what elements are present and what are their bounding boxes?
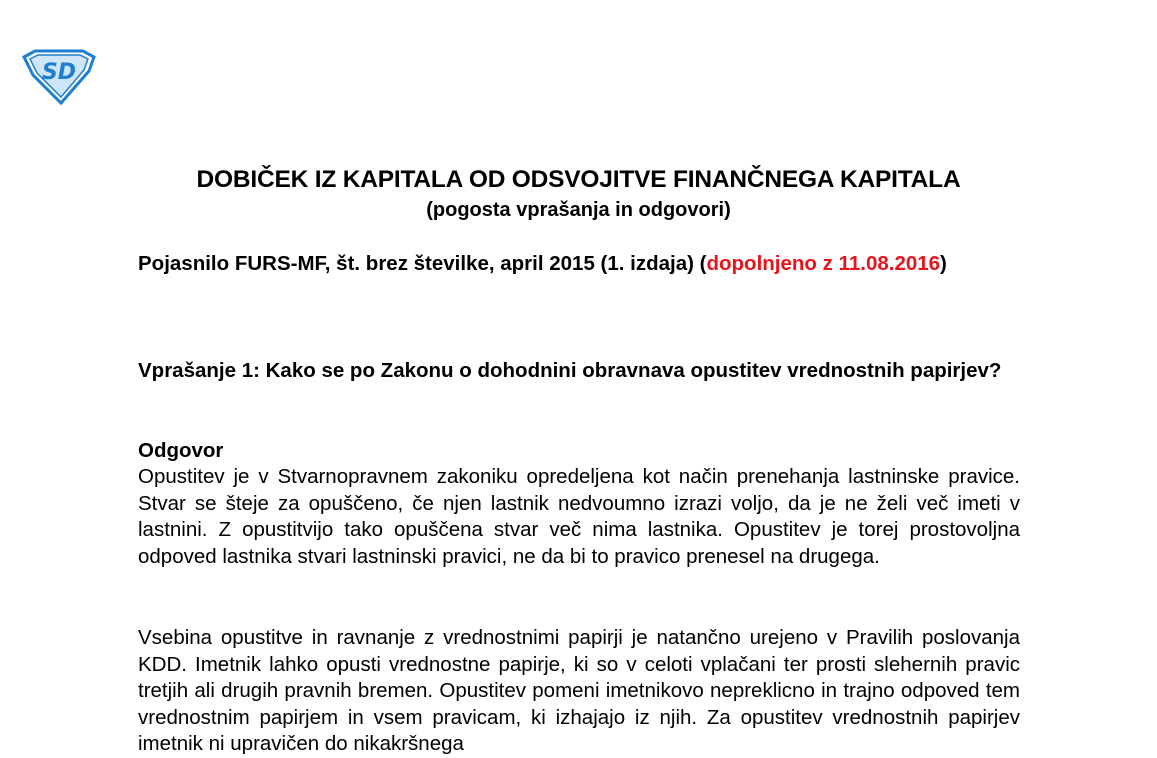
logo-text: SD — [41, 60, 77, 85]
source-text: Pojasnilo FURS-MF, št. brez številke, april 2015 (1. izdaja) ( — [138, 252, 707, 275]
supplement-date: dopolnjeno z 11.08.2016 — [706, 252, 941, 275]
answer-heading: Odgovor — [138, 439, 224, 462]
document-subtitle: (pogosta vprašanja in odgovori) — [426, 199, 731, 221]
question-1: Vprašanje 1: Kako se po Zakonu o dohodnini obravnava opustitev vrednostnih papirjev? — [138, 359, 1002, 382]
answer-paragraph: Vsebina opustitve in ravnanje z vrednostnimi papirji je natančno urejeno v Pravilih poslovanja KDD. Imetnik lahko opusti vrednostne papirje, ki so v celoti vplačani ter prosti slehernih pravic tretjih ali drugih pravnih bremen. Opustitev pomeni imetnikovo nepreklicno in trajno odpoved tem vrednostnim papirjem in vsem pravicam, ki izhajajo iz njih. Za opustitev vrednostnih papirjev imetnik ni upravičen do nikakršnega — [138, 626, 1020, 755]
document-title: DOBIČEK IZ KAPITALA OD ODSVOJITVE FINANČNEGA KAPITALA — [196, 166, 961, 193]
source-close: ) — [940, 252, 947, 275]
sd-shield-icon — [21, 47, 97, 105]
answer-paragraph: Opustitev je v Stvarnopravnem zakoniku opredeljena kot način prenehanja lastninske pravice. Stvar se šteje za opuščeno, če njen lastnik nedvoumno izrazi voljo, da je ne želi več imeti v lastnini. Z opustitvijo tako opuščena stvar več nima lastnika. Opustitev je torej prostovoljna odpoved lastnika stvari lastninski pravici, ne da bi to pravico prenesel na drugega. — [138, 465, 1020, 568]
sd-logo — [21, 47, 97, 105]
source-note — [138, 251, 1020, 278]
